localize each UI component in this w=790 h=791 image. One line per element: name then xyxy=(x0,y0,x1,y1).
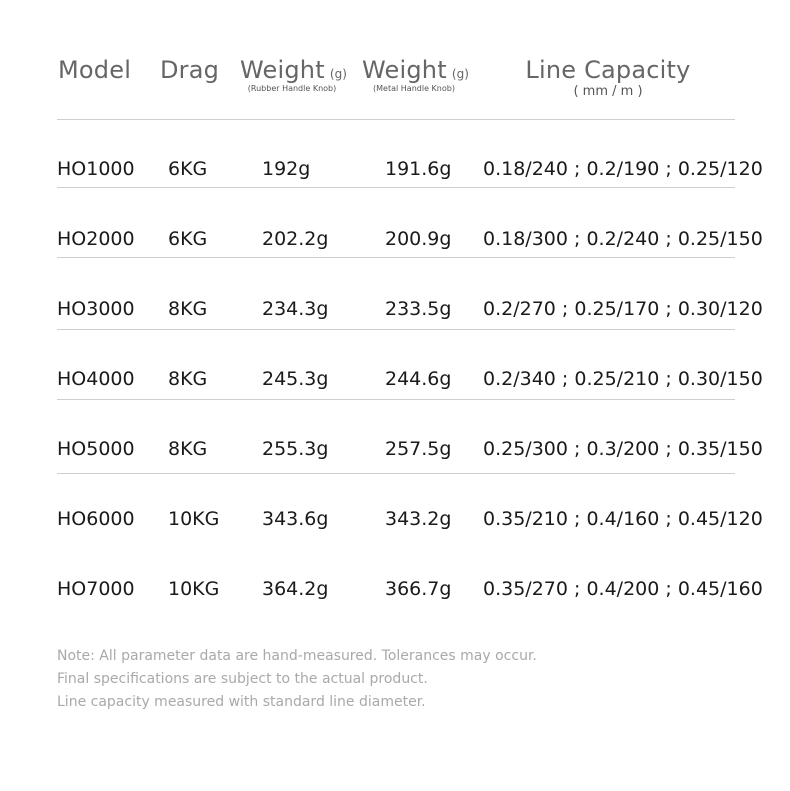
cell-weight-metal: 366.7g xyxy=(385,578,452,600)
header-weight-metal-unit: (g) xyxy=(451,67,469,81)
cell-drag: 6KG xyxy=(168,158,208,180)
cell-line-capacity: 0.2/340 ; 0.25/210 ; 0.30/150 xyxy=(483,368,763,390)
cell-line-capacity: 0.35/210 ; 0.4/160 ; 0.45/120 xyxy=(483,508,763,530)
header-model xyxy=(58,56,131,84)
header-weight-rubber-unit: (g) xyxy=(329,67,347,81)
cell-model: HO3000 xyxy=(57,298,135,320)
cell-weight-metal: 257.5g xyxy=(385,438,452,460)
cell-model: HO6000 xyxy=(57,508,135,530)
header-line-capacity xyxy=(508,56,708,99)
cell-weight-metal: 244.6g xyxy=(385,368,452,390)
table-row xyxy=(0,413,790,483)
cell-weight-rubber: 245.3g xyxy=(262,368,329,390)
cell-weight-metal: 200.9g xyxy=(385,228,452,250)
cell-drag: 8KG xyxy=(168,298,208,320)
cell-weight-rubber: 364.2g xyxy=(262,578,329,600)
header-drag xyxy=(160,56,219,84)
cell-model: HO5000 xyxy=(57,438,135,460)
header-weight-metal-sub: (Metal Handle Knob) xyxy=(373,84,455,93)
header-line-capacity-sub: ( mm / m ) xyxy=(573,84,643,99)
cell-drag: 8KG xyxy=(168,368,208,390)
table-row xyxy=(0,273,790,343)
cell-line-capacity: 0.2/270 ; 0.25/170 ; 0.30/120 xyxy=(483,298,763,320)
cell-weight-rubber: 343.6g xyxy=(262,508,329,530)
cell-weight-metal: 343.2g xyxy=(385,508,452,530)
cell-drag: 8KG xyxy=(168,438,208,460)
cell-weight-rubber: 255.3g xyxy=(262,438,329,460)
cell-model: HO7000 xyxy=(57,578,135,600)
cell-drag: 6KG xyxy=(168,228,208,250)
header-line-capacity-title: Line Capacity xyxy=(525,56,691,84)
cell-weight-rubber: 234.3g xyxy=(262,298,329,320)
note-line: Line capacity measured with standard line diameter. xyxy=(57,694,426,710)
table-row xyxy=(0,133,790,203)
cell-weight-metal: 191.6g xyxy=(385,158,452,180)
table-row xyxy=(0,343,790,413)
cell-weight-rubber: 192g xyxy=(262,158,311,180)
table-row xyxy=(0,203,790,273)
header-weight-rubber-sub: (Rubber Handle Knob) xyxy=(247,84,337,93)
cell-weight-metal: 233.5g xyxy=(385,298,452,320)
cell-line-capacity: 0.35/270 ; 0.4/200 ; 0.45/160 xyxy=(483,578,763,600)
cell-drag: 10KG xyxy=(168,508,220,530)
header-drag-label: Drag xyxy=(160,56,220,84)
cell-line-capacity: 0.18/240 ; 0.2/190 ; 0.25/120 xyxy=(483,158,763,180)
note-line: Final specifications are subject to the actual product. xyxy=(57,671,428,687)
divider xyxy=(57,119,735,120)
table-row xyxy=(0,553,790,623)
header-weight-metal xyxy=(362,56,469,93)
table-row xyxy=(0,483,790,553)
header-model-label: Model xyxy=(58,56,132,84)
note-line: Note: All parameter data are hand-measured. Tolerances may occur. xyxy=(57,648,537,664)
header-weight-rubber-title: Weight xyxy=(240,56,325,84)
header-weight-rubber xyxy=(240,56,347,93)
cell-drag: 10KG xyxy=(168,578,220,600)
cell-weight-rubber: 202.2g xyxy=(262,228,329,250)
cell-model: HO4000 xyxy=(57,368,135,390)
cell-model: HO2000 xyxy=(57,228,135,250)
cell-line-capacity: 0.25/300 ; 0.3/200 ; 0.35/150 xyxy=(483,438,763,460)
cell-model: HO1000 xyxy=(57,158,135,180)
header-weight-metal-title: Weight xyxy=(362,56,447,84)
cell-line-capacity: 0.18/300 ; 0.2/240 ; 0.25/150 xyxy=(483,228,763,250)
